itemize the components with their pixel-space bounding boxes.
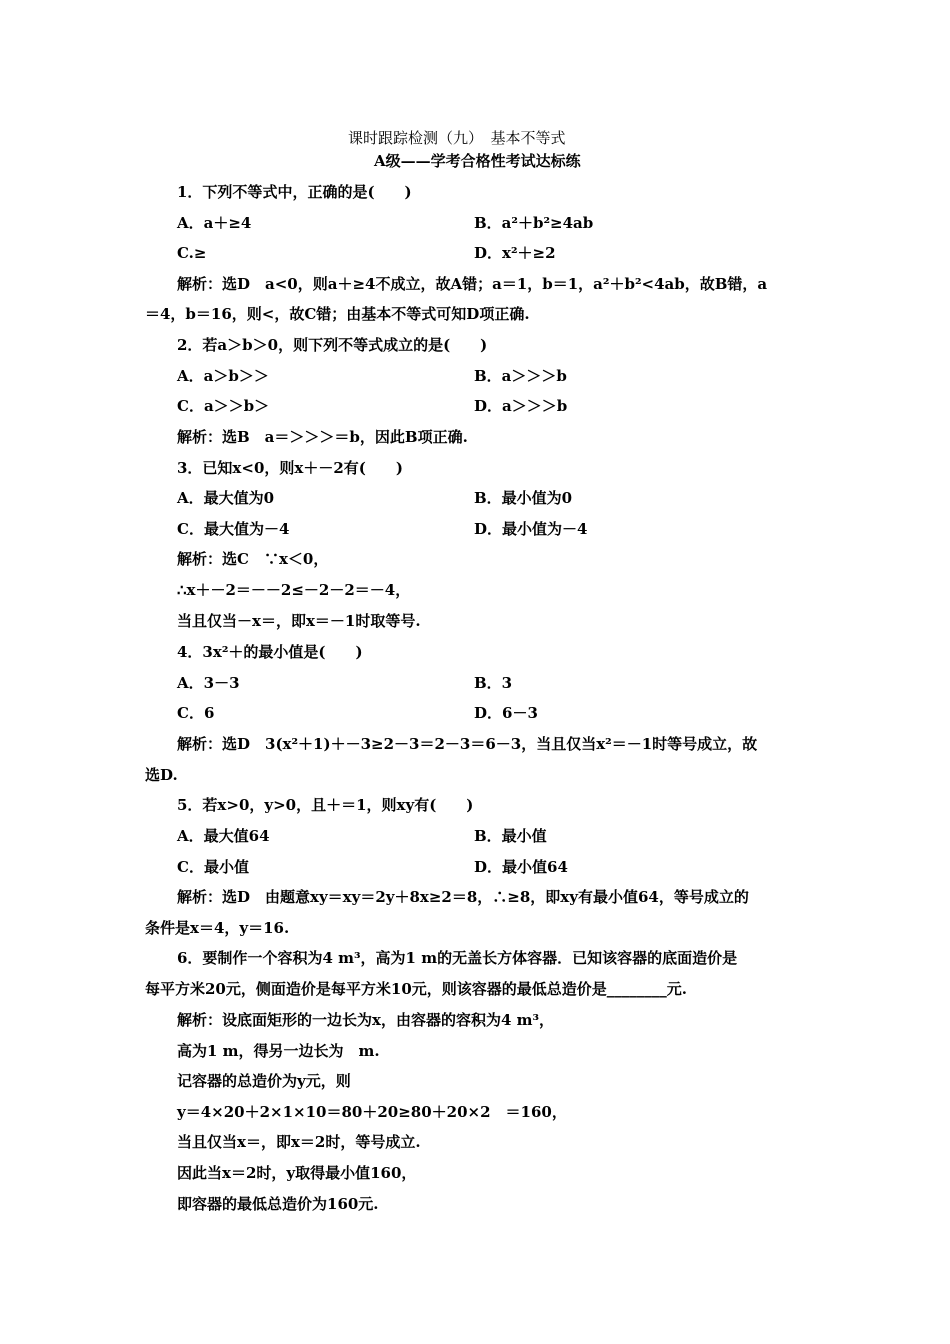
q3-option-a: A．最大值为0 [177,489,275,507]
q5-solution-line2: 条件是x＝4，y＝16. [145,919,290,937]
q3-option-c: C．最大值为－4 [177,520,290,538]
page-subtitle: A级——学考合格性考试达标练 [374,152,581,170]
q3-solution-line3: 当且仅当－x＝，即x＝－1时取等号. [177,612,421,630]
q4-option-d: D．6－3 [474,704,538,722]
page-title: 课时跟踪检测（九） 基本不等式 [348,129,566,147]
q4-option-a: A．3－3 [177,674,240,692]
q4-stem: 4．3x²＋的最小值是( ) [177,643,363,661]
q1-option-b: B．a²＋b²≥4ab [474,214,594,232]
q5-option-a: A．最大值64 [177,827,270,845]
q6-solution-line3: 记容器的总造价为y元，则 [177,1072,351,1090]
q2-stem: 2．若a＞b＞0，则下列不等式成立的是( ) [177,336,488,354]
q4-option-b: B．3 [474,674,513,692]
q5-option-b: B．最小值 [474,827,547,845]
q6-solution-line4: y＝4×20＋2×1×10＝80＋20≥80＋20×2 ＝160， [177,1103,567,1121]
q3-option-b: B．最小值为0 [474,489,573,507]
q3-solution-line2: ∴x＋－2＝－－2≤－2－2＝－4， [177,581,411,599]
q1-option-a: A．a＋≥4 [177,214,252,232]
q2-option-d: D．a＞＞＞b [474,397,568,415]
q1-solution-line1: 解析：选D a<0，则a＋≥4不成立，故A错；a＝1，b＝1，a²＋b²<4ab，故B错，a [177,275,768,293]
q1-option-d: D．x²＋≥2 [474,244,556,262]
q5-solution-line1: 解析：选D 由题意xy＝xy＝2y＋8x≥2＝8，∴≥8，即xy有最小值64，等号成立的 [177,888,749,906]
q5-option-c: C．最小值 [177,858,249,876]
q4-option-c: C．6 [177,704,215,722]
q6-solution-line7: 即容器的最低总造价为160元. [177,1195,379,1213]
q3-option-d: D．最小值为－4 [474,520,588,538]
q6-solution-line1: 解析：设底面矩形的一边长为x，由容器的容积为4 m³， [177,1011,555,1029]
q2-option-b: B．a＞＞＞b [474,367,567,385]
q4-solution-line2: 选D. [145,766,178,784]
q5-stem: 5．若x>0，y>0，且＋＝1，则xy有( ) [177,796,474,814]
q2-option-c: C．a＞＞b＞ [177,397,270,415]
q4-solution-line1: 解析：选D 3(x²＋1)＋－3≥2－3＝2－3＝6－3，当且仅当x²＝－1时等号成立，故 [177,735,758,753]
q2-solution-line1: 解析：选B a＝＞＞＞＝b，因此B项正确. [177,428,468,446]
q6-solution-line6: 因此当x＝2时，y取得最小值160， [177,1164,417,1182]
q6-solution-line2: 高为1 m，得另一边长为 m. [177,1042,380,1060]
q6-stem-line1: 6．要制作一个容积为4 m³，高为1 m的无盖长方体容器．已知该容器的底面造价是 [177,949,738,967]
q5-option-d: D．最小值64 [474,858,568,876]
q1-option-c: C.≥ [177,244,207,262]
q3-stem: 3．已知x<0，则x＋－2有( ) [177,459,403,477]
q6-solution-line5: 当且仅当x＝，即x＝2时，等号成立. [177,1133,421,1151]
q1-solution-line2: ＝4，b＝16，则<，故C错；由基本不等式可知D项正确. [145,305,530,323]
q1-stem: 1．下列不等式中，正确的是( ) [177,183,412,201]
q3-solution-line1: 解析：选C ∵x＜0， [177,550,329,568]
q2-option-a: A．a＞b＞＞ [177,367,269,385]
q6-stem-line2: 每平方米20元，侧面造价是每平方米10元，则该容器的最低总造价是________元. [145,980,687,998]
